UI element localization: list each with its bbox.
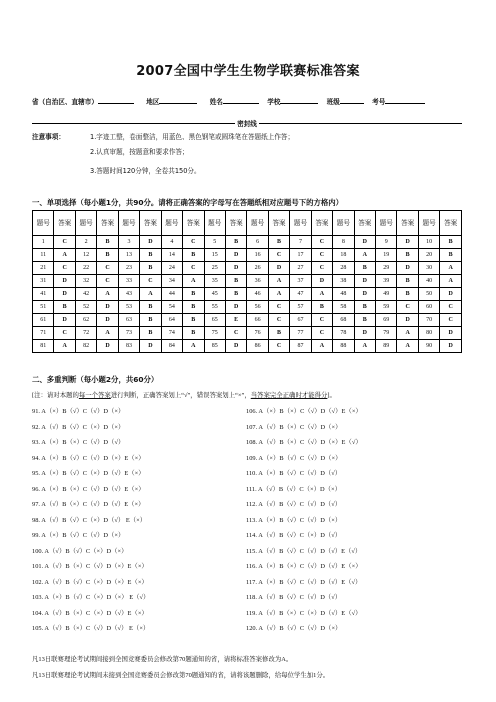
- question-number-cell: 5: [204, 236, 225, 249]
- answer-cell: C: [183, 262, 204, 275]
- answer-cell: A: [140, 288, 161, 301]
- answer-cell: D: [440, 340, 462, 353]
- table-row: [33, 236, 462, 249]
- answer-cell: D: [97, 314, 118, 327]
- answer-cell: C: [54, 327, 75, 340]
- table-row: [33, 327, 462, 340]
- header-question-number: 题号: [418, 211, 439, 236]
- answer-cell: D: [54, 275, 75, 288]
- section-2-heading: 二、多重判断（每小题2分，共60分）: [32, 375, 159, 384]
- instruction-emphasis-1: 每一个答案: [78, 392, 111, 399]
- question-number-cell: 43: [118, 288, 139, 301]
- header-question-number: 题号: [333, 211, 354, 236]
- answer-cell: C: [311, 314, 332, 327]
- answer-cell: C: [268, 301, 289, 314]
- question-number-cell: 15: [204, 249, 225, 262]
- question-number-cell: 4: [161, 236, 182, 249]
- answer-cell: B: [97, 249, 118, 262]
- answer-cell: D: [397, 314, 418, 327]
- answer-cell: B: [397, 288, 418, 301]
- judgement-answer-row: 106. A（×）B（×）C（√）D（√）E（×）: [246, 408, 362, 415]
- footer-note-2: 凡13日联赛理论考试期间未接到全国竞赛委员会修改第70题通知的省，请将该题删除，给每位学生加1分。: [32, 672, 330, 679]
- answer-cell: B: [183, 288, 204, 301]
- exam-number-label: 考号: [372, 98, 386, 106]
- answer-cell: A: [97, 288, 118, 301]
- question-number-cell: 88: [333, 340, 354, 353]
- answer-cell: B: [54, 301, 75, 314]
- question-number-cell: 50: [418, 288, 439, 301]
- question-number-cell: 26: [247, 262, 268, 275]
- answer-cell: C: [97, 262, 118, 275]
- answer-cell: B: [140, 249, 161, 262]
- seal-line-left: [32, 123, 235, 124]
- answer-cell: B: [397, 249, 418, 262]
- answer-cell: C: [54, 236, 75, 249]
- answer-cell: A: [440, 262, 462, 275]
- judgement-answer-row: 120. A（√）B（√）C（√）D（×）: [246, 625, 342, 632]
- judgement-answer-row: 107. A（√）B（×）C（√）D（×）: [246, 423, 342, 431]
- seal-line: [32, 118, 462, 128]
- answer-cell: A: [97, 327, 118, 340]
- question-number-cell: 6: [247, 236, 268, 249]
- answer-cell: D: [354, 275, 375, 288]
- question-number-cell: 31: [33, 275, 54, 288]
- class-blank: [340, 96, 364, 104]
- province-blank: [98, 96, 134, 104]
- answer-cell: D: [225, 340, 246, 353]
- answer-cell: D: [225, 262, 246, 275]
- question-number-cell: 63: [118, 314, 139, 327]
- question-number-cell: 65: [204, 314, 225, 327]
- judgement-answer-row: 92. A（√）B（√）C（×）D（×）: [32, 423, 125, 431]
- judgement-answer-row: 103. A（×）B（√）C（×）D（×） E（√）: [32, 594, 150, 601]
- name-blank: [223, 96, 259, 104]
- header-answer: 答案: [440, 211, 462, 236]
- question-number-cell: 14: [161, 249, 182, 262]
- notice-item-3: 3.答题时间120分钟，全卷共150分。: [90, 167, 201, 175]
- question-number-cell: 87: [290, 340, 311, 353]
- question-number-cell: 10: [418, 236, 439, 249]
- seal-line-label: 密封线: [237, 120, 257, 128]
- judgement-answer-row: 110. A（×）B（√）C（√）D（√）: [246, 470, 342, 477]
- judgement-answer-row: 108. A（√）B（×）C（√）D（×）E（√）: [246, 439, 362, 446]
- answer-cell: C: [97, 275, 118, 288]
- question-number-cell: 18: [333, 249, 354, 262]
- question-number-cell: 60: [418, 301, 439, 314]
- question-number-cell: 56: [247, 301, 268, 314]
- question-number-cell: 64: [161, 314, 182, 327]
- judgement-answer-row: 104. A（√）B（×）C（×）D（√）E（×）: [32, 609, 148, 617]
- answer-cell: D: [311, 275, 332, 288]
- exam-number-blank: [385, 96, 425, 104]
- header-answer: 答案: [397, 211, 418, 236]
- question-number-cell: 66: [247, 314, 268, 327]
- seal-line-right: [259, 123, 462, 124]
- judgement-answer-row: 99. A（×）B（√）C（√）D（×）: [32, 532, 125, 539]
- answer-cell: A: [268, 288, 289, 301]
- question-number-cell: 29: [376, 262, 397, 275]
- answer-cell: B: [268, 327, 289, 340]
- question-number-cell: 11: [33, 249, 54, 262]
- judgement-answer-row: 105. A（√）B（×）C（√）D（√） E（×）: [32, 625, 150, 632]
- answer-cell: B: [225, 275, 246, 288]
- table-row: [33, 275, 462, 288]
- judgement-answer-row: 115. A（√）B（√）C（√）D（√）E（√）: [246, 547, 362, 555]
- answer-cell: B: [440, 236, 462, 249]
- question-number-cell: 77: [290, 327, 311, 340]
- question-number-cell: 78: [333, 327, 354, 340]
- question-number-cell: 58: [333, 301, 354, 314]
- question-number-cell: 30: [418, 262, 439, 275]
- answer-table: [32, 210, 462, 353]
- question-number-cell: 41: [33, 288, 54, 301]
- answer-cell: D: [225, 249, 246, 262]
- answer-cell: C: [225, 327, 246, 340]
- judgement-answer-row: 119. A（√）B（×）C（×）D（√）E（√）: [246, 609, 362, 617]
- answer-cell: C: [268, 314, 289, 327]
- region-blank: [159, 96, 197, 104]
- answer-cell: A: [54, 249, 75, 262]
- answer-cell: C: [440, 314, 462, 327]
- judgement-answer-row: 101. A（√）B（×）C（√）D（×）E（×）: [32, 563, 148, 570]
- question-number-cell: 21: [33, 262, 54, 275]
- question-number-cell: 71: [33, 327, 54, 340]
- answer-table-header: [33, 211, 462, 236]
- judgement-answer-row: 111. A（√）B（√）C（×）D（×）: [246, 485, 342, 493]
- question-number-cell: 2: [75, 236, 96, 249]
- answer-cell: C: [268, 340, 289, 353]
- answer-cell: B: [140, 301, 161, 314]
- question-number-cell: 25: [204, 262, 225, 275]
- notice-label: 注意事项：: [32, 133, 65, 141]
- question-number-cell: 46: [247, 288, 268, 301]
- question-number-cell: 80: [418, 327, 439, 340]
- question-number-cell: 34: [161, 275, 182, 288]
- answer-cell: C: [140, 275, 161, 288]
- instruction-emphasis-2: 当答案完全正确时才能得分: [250, 392, 328, 399]
- answer-cell: B: [183, 249, 204, 262]
- question-number-cell: 37: [290, 275, 311, 288]
- name-label: 姓名: [209, 98, 223, 106]
- question-number-cell: 27: [290, 262, 311, 275]
- answer-cell: D: [440, 327, 462, 340]
- answer-cell: C: [268, 249, 289, 262]
- table-row: [33, 301, 462, 314]
- question-number-cell: 54: [161, 301, 182, 314]
- question-number-cell: 44: [161, 288, 182, 301]
- answer-cell: D: [397, 262, 418, 275]
- judgement-answer-row: 112. A（√）B（√）C（√）D（√）: [246, 501, 342, 508]
- question-number-cell: 74: [161, 327, 182, 340]
- answer-cell: B: [354, 301, 375, 314]
- answer-cell: D: [97, 340, 118, 353]
- judgement-answer-row: 114. A（√）B（√）C（×）D（√）: [246, 532, 342, 539]
- answer-cell: B: [140, 327, 161, 340]
- question-number-cell: 42: [75, 288, 96, 301]
- question-number-cell: 67: [290, 314, 311, 327]
- question-number-cell: 90: [418, 340, 439, 353]
- question-number-cell: 89: [376, 340, 397, 353]
- answer-cell: C: [311, 236, 332, 249]
- question-number-cell: 35: [204, 275, 225, 288]
- table-row: [33, 262, 462, 275]
- question-number-cell: 79: [376, 327, 397, 340]
- question-number-cell: 85: [204, 340, 225, 353]
- header-question-number: 题号: [118, 211, 139, 236]
- answer-cell: B: [311, 301, 332, 314]
- question-number-cell: 59: [376, 301, 397, 314]
- question-number-cell: 39: [376, 275, 397, 288]
- question-number-cell: 16: [247, 249, 268, 262]
- answer-cell: A: [183, 275, 204, 288]
- answer-cell: D: [97, 301, 118, 314]
- header-question-number: 题号: [290, 211, 311, 236]
- header-answer: 答案: [268, 211, 289, 236]
- judgement-answer-row: 91. A（×）B（√）C（√）D（×）: [32, 408, 125, 415]
- question-number-cell: 32: [75, 275, 96, 288]
- answer-cell: A: [311, 288, 332, 301]
- answer-cell: B: [268, 236, 289, 249]
- question-number-cell: 51: [33, 301, 54, 314]
- header-answer: 答案: [311, 211, 332, 236]
- question-number-cell: 83: [118, 340, 139, 353]
- judgement-answer-row: 97. A（√）B（×）C（√）D（√）E（×）: [32, 501, 145, 508]
- answer-cell: C: [311, 249, 332, 262]
- answer-cell: C: [311, 262, 332, 275]
- question-number-cell: 75: [204, 327, 225, 340]
- answer-cell: B: [183, 327, 204, 340]
- notice-item-1: 1.字迹工整，卷面整洁，用蓝色、黑色钢笔或圆珠笔在答题纸上作答；: [90, 133, 295, 141]
- table-row: [33, 249, 462, 262]
- page-title: 2007全国中学生生物学联赛标准答案: [136, 64, 360, 79]
- judgement-answer-row: 118. A（√）B（√）C（√）D（√）: [246, 594, 342, 601]
- answer-cell: D: [268, 262, 289, 275]
- answer-cell: D: [54, 314, 75, 327]
- answer-cell: B: [183, 314, 204, 327]
- answer-cell: B: [354, 314, 375, 327]
- question-number-cell: 47: [290, 288, 311, 301]
- school-label: 学校: [267, 98, 281, 106]
- header-answer: 答案: [140, 211, 161, 236]
- answer-cell: B: [440, 249, 462, 262]
- question-number-cell: 69: [376, 314, 397, 327]
- answer-cell: A: [311, 340, 332, 353]
- judgement-answer-row: 100. A（√）B（√）C（×）D（×）: [32, 547, 128, 555]
- question-number-cell: 23: [118, 262, 139, 275]
- question-number-cell: 86: [247, 340, 268, 353]
- question-number-cell: 72: [75, 327, 96, 340]
- question-number-cell: 53: [118, 301, 139, 314]
- question-number-cell: 3: [118, 236, 139, 249]
- answer-cell: D: [354, 236, 375, 249]
- answer-cell: A: [354, 340, 375, 353]
- question-number-cell: 82: [75, 340, 96, 353]
- table-row: [33, 314, 462, 327]
- header-answer: 答案: [97, 211, 118, 236]
- question-number-cell: 45: [204, 288, 225, 301]
- judgement-answer-row: 116. A（×）B（×）C（√）D（√）E（×）: [246, 563, 362, 570]
- judgement-answer-row: 117. A（×）B（√）C（√）D（√）E（√）: [246, 578, 362, 586]
- question-number-cell: 84: [161, 340, 182, 353]
- question-number-cell: 19: [376, 249, 397, 262]
- question-number-cell: 33: [118, 275, 139, 288]
- question-number-cell: 57: [290, 301, 311, 314]
- question-number-cell: 81: [33, 340, 54, 353]
- question-number-cell: 52: [75, 301, 96, 314]
- notice-item-2: 2.认真审题，按题意和要求作答；: [90, 148, 189, 156]
- answer-cell: B: [140, 262, 161, 275]
- judgement-answer-row: 93. A（×）B（×）C（√）D（√）: [32, 439, 125, 446]
- question-number-cell: 62: [75, 314, 96, 327]
- instruction-prefix: [注：请对本题的: [32, 392, 79, 399]
- header-question-number: 题号: [204, 211, 225, 236]
- judgement-column-left: [32, 404, 149, 637]
- province-label: 省（自治区、直辖市）: [32, 98, 98, 106]
- question-number-cell: 70: [418, 314, 439, 327]
- question-number-cell: 61: [33, 314, 54, 327]
- question-number-cell: 28: [333, 262, 354, 275]
- question-number-cell: 22: [75, 262, 96, 275]
- answer-cell: D: [354, 288, 375, 301]
- candidate-info-row: [32, 96, 462, 106]
- region-label: 地区: [146, 98, 160, 106]
- judgement-answer-row: 102. A（√）B（√）C（×）D（×）E（×）: [32, 578, 148, 586]
- question-number-cell: 20: [418, 249, 439, 262]
- answer-cell: C: [54, 262, 75, 275]
- answer-cell: B: [225, 236, 246, 249]
- judgement-answer-row: 113. A（×）B（√）C（√）D（×）: [246, 516, 342, 524]
- answer-cell: A: [54, 340, 75, 353]
- judgement-answer-row: 94. A（×）B（√）C（√）D（×）E（×）: [32, 454, 145, 462]
- question-number-cell: 55: [204, 301, 225, 314]
- judgement-answer-row: 95. A（×）B（√）C（×）D（√）E（×）: [32, 470, 145, 477]
- answer-cell: C: [183, 236, 204, 249]
- answer-cell: A: [354, 249, 375, 262]
- answer-cell: B: [97, 236, 118, 249]
- header-answer: 答案: [225, 211, 246, 236]
- section-1-heading: 一、单项选择（每小题1分，共90分。请将正确答案的字母写在答题纸相对应题号下的方格内）: [32, 198, 344, 207]
- question-number-cell: 38: [333, 275, 354, 288]
- table-row: [33, 340, 462, 353]
- question-number-cell: 7: [290, 236, 311, 249]
- answer-cell: B: [140, 314, 161, 327]
- judgement-answer-row: 96. A（×）B（×）C（√）D（√）E（×）: [32, 485, 145, 493]
- judgement-column-right: [246, 404, 362, 637]
- question-number-cell: 40: [418, 275, 439, 288]
- header-answer: 答案: [54, 211, 75, 236]
- header-question-number: 题号: [161, 211, 182, 236]
- answer-cell: B: [183, 301, 204, 314]
- table-row: [33, 288, 462, 301]
- instruction-suffix: ]。: [327, 392, 336, 399]
- question-number-cell: 76: [247, 327, 268, 340]
- question-number-cell: 8: [333, 236, 354, 249]
- answer-cell: C: [311, 327, 332, 340]
- judgement-instructions: [32, 390, 462, 399]
- school-blank: [280, 96, 318, 104]
- answer-cell: D: [440, 288, 462, 301]
- question-number-cell: 68: [333, 314, 354, 327]
- footer-note-1: 凡13日联赛理论考试期间接到全国竞赛委员会修改第70题通知的省，请将标准答案修改为A。: [32, 656, 293, 663]
- answer-cell: B: [354, 262, 375, 275]
- question-number-cell: 17: [290, 249, 311, 262]
- question-number-cell: 24: [161, 262, 182, 275]
- judgement-answer-row: 98. A（√）B（√）C（×）D（√） E（×）: [32, 516, 147, 524]
- question-number-cell: 12: [75, 249, 96, 262]
- question-number-cell: 48: [333, 288, 354, 301]
- answer-cell: D: [140, 340, 161, 353]
- question-number-cell: 49: [376, 288, 397, 301]
- answer-cell: D: [354, 327, 375, 340]
- answer-cell: A: [183, 340, 204, 353]
- answer-cell: C: [397, 301, 418, 314]
- answer-cell: D: [225, 301, 246, 314]
- header-question-number: 题号: [247, 211, 268, 236]
- answer-cell: A: [268, 275, 289, 288]
- header-question-number: 题号: [376, 211, 397, 236]
- question-number-cell: 1: [33, 236, 54, 249]
- header-question-number: 题号: [75, 211, 96, 236]
- answer-cell: E: [225, 314, 246, 327]
- answer-cell: B: [397, 275, 418, 288]
- judgement-answer-row: 109. A（×）B（√）C（√）D（×）: [246, 454, 342, 462]
- answer-cell: D: [397, 236, 418, 249]
- answer-cell: B: [225, 288, 246, 301]
- answer-cell: D: [54, 288, 75, 301]
- answer-cell: A: [397, 340, 418, 353]
- instruction-middle: 进行判断，正确答案划上“√”，错误答案划上“×”，: [110, 392, 251, 399]
- answer-cell: A: [397, 327, 418, 340]
- answer-cell: A: [440, 275, 462, 288]
- header-answer: 答案: [183, 211, 204, 236]
- class-label: 班级: [326, 98, 340, 106]
- header-question-number: 题号: [33, 211, 54, 236]
- header-answer: 答案: [354, 211, 375, 236]
- question-number-cell: 13: [118, 249, 139, 262]
- answer-cell: D: [140, 236, 161, 249]
- question-number-cell: 9: [376, 236, 397, 249]
- question-number-cell: 73: [118, 327, 139, 340]
- answer-cell: C: [440, 301, 462, 314]
- question-number-cell: 36: [247, 275, 268, 288]
